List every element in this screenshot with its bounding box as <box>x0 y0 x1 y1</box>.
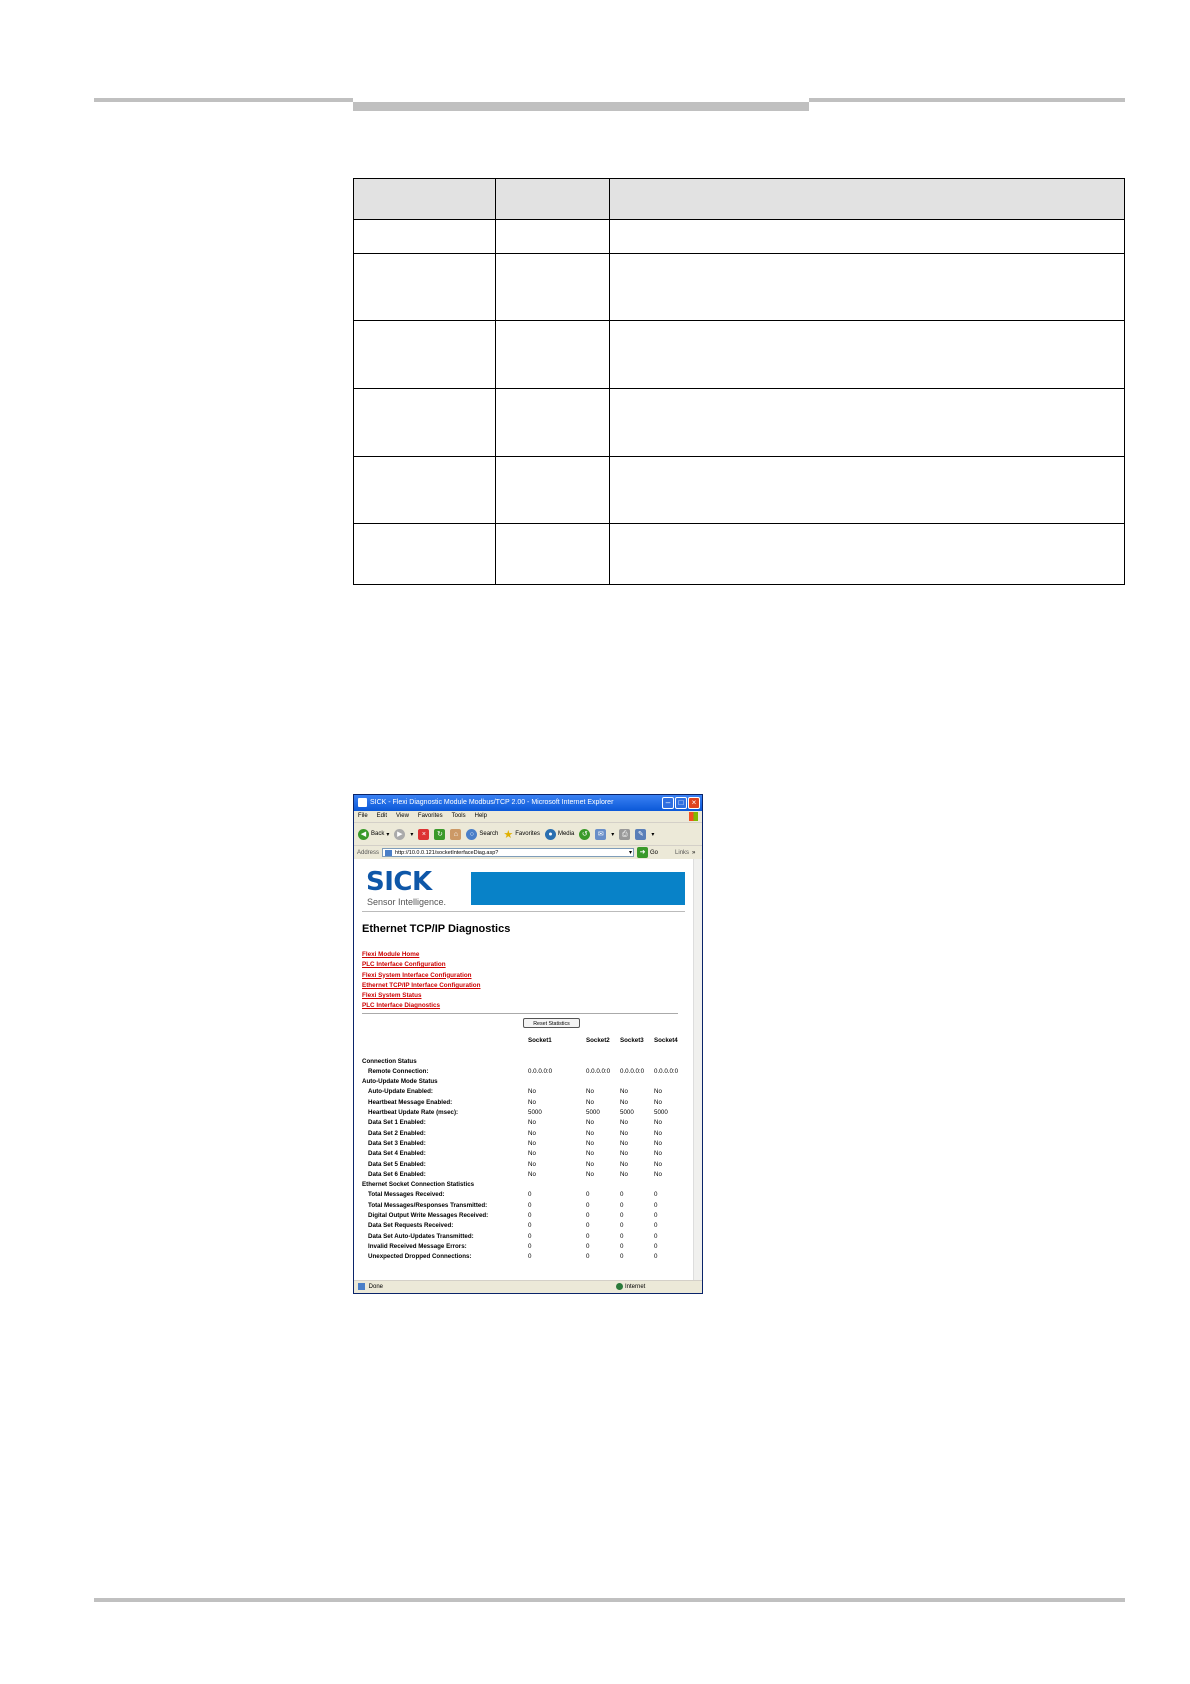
dropdown-icon[interactable]: ▾ <box>410 831 414 838</box>
media-label: Media <box>557 831 575 837</box>
table-cell: No <box>586 1170 594 1178</box>
table-cell: No <box>620 1088 628 1096</box>
table-cell: No <box>528 1119 536 1127</box>
table-cell: No <box>586 1119 594 1127</box>
table-cell: No <box>620 1160 628 1168</box>
back-arrow-icon: ◀ <box>358 829 369 840</box>
divider <box>362 1013 678 1014</box>
row-label: Data Set 1 Enabled: <box>368 1119 426 1127</box>
table-header-row <box>354 179 1125 220</box>
browser-icon <box>358 798 367 807</box>
document-table <box>353 178 1125 585</box>
table-cell <box>586 1057 620 1067</box>
table-cell: No <box>528 1170 536 1178</box>
table-row <box>354 321 1125 389</box>
link-flexi-system-status[interactable]: Flexi System Status <box>362 992 422 1000</box>
table-cell <box>610 457 1125 524</box>
table-row <box>362 1139 688 1149</box>
zone-indicator <box>616 1281 645 1293</box>
table-cell: 5000 <box>654 1109 668 1117</box>
table-cell <box>496 220 610 254</box>
minimize-icon[interactable]: – <box>662 797 674 809</box>
search-button[interactable] <box>466 829 498 840</box>
search-label: Search <box>479 831 499 837</box>
dropdown-icon[interactable]: ▾ <box>651 831 655 838</box>
table-cell: 0 <box>654 1222 658 1230</box>
refresh-icon[interactable]: ↻ <box>434 829 445 840</box>
table-cell: No <box>654 1139 662 1147</box>
table-cell <box>610 524 1125 585</box>
stop-icon[interactable]: × <box>418 829 429 840</box>
table-cell <box>654 1180 688 1190</box>
table-row <box>362 1201 688 1211</box>
page-content <box>354 859 694 1281</box>
row-label: Data Set 2 Enabled: <box>368 1129 426 1137</box>
table-cell <box>654 1077 688 1087</box>
table-cell <box>496 179 610 220</box>
table-cell: No <box>620 1170 628 1178</box>
table-row <box>354 254 1125 321</box>
header-rule-center <box>353 102 809 111</box>
table-row <box>362 1108 688 1118</box>
table-cell: 0 <box>586 1212 590 1220</box>
row-label: Data Set 4 Enabled: <box>368 1150 426 1158</box>
row-label: Data Set 6 Enabled: <box>368 1170 426 1178</box>
table-cell <box>610 220 1125 254</box>
table-cell: No <box>586 1129 594 1137</box>
table-cell: 0 <box>528 1191 532 1199</box>
table-cell: No <box>620 1119 628 1127</box>
column-header: Socket4 <box>654 1037 678 1044</box>
table-cell: No <box>620 1129 628 1137</box>
table-cell <box>354 254 496 321</box>
table-row <box>362 1067 688 1077</box>
column-header: Socket1 <box>528 1037 552 1044</box>
toolbar <box>354 823 702 846</box>
media-button[interactable] <box>545 829 574 840</box>
table-row <box>362 1160 688 1170</box>
search-icon: ○ <box>466 829 477 840</box>
table-cell: No <box>620 1098 628 1106</box>
link-plc-interface-diagnostics[interactable]: PLC Interface Diagnostics <box>362 1002 441 1010</box>
table-row <box>362 1211 688 1221</box>
window-titlebar[interactable] <box>354 795 702 811</box>
table-cell <box>354 179 496 220</box>
maximize-icon[interactable]: □ <box>675 797 687 809</box>
row-label: Total Messages Received: <box>368 1191 445 1199</box>
menu-file[interactable]: File <box>358 813 368 819</box>
table-row <box>362 1129 688 1139</box>
address-label: Address <box>357 849 380 856</box>
table-row <box>362 1190 688 1200</box>
table-cell: No <box>586 1150 594 1158</box>
table-cell: No <box>586 1088 594 1096</box>
table-row <box>362 1077 688 1087</box>
table-cell: 0 <box>620 1232 624 1240</box>
page-status-icon <box>358 1283 365 1290</box>
header-divider <box>362 911 685 912</box>
table-row <box>362 1118 688 1128</box>
row-label: Data Set Requests Received: <box>368 1222 454 1230</box>
table-row <box>362 1221 688 1231</box>
address-value: http://10.0.0.121/socketInterfaceDiag.asp? <box>395 850 499 856</box>
home-icon[interactable]: ⌂ <box>450 829 461 840</box>
table-cell: No <box>528 1129 536 1137</box>
mail-icon[interactable]: ✉ <box>595 829 606 840</box>
table-cell: 5000 <box>620 1109 634 1117</box>
table-cell: 0 <box>528 1222 532 1230</box>
row-label: Total Messages/Responses Transmitted: <box>368 1201 488 1209</box>
table-cell <box>362 1036 528 1046</box>
diagnostics-table <box>362 1036 688 1263</box>
links-button[interactable]: Links <box>675 849 690 856</box>
table-cell: 0 <box>586 1222 590 1230</box>
reset-statistics-button[interactable]: Reset Statistics <box>523 1018 580 1028</box>
table-cell <box>354 389 496 457</box>
row-label: Auto-Update Enabled: <box>368 1088 433 1096</box>
table-cell <box>654 1057 688 1067</box>
table-cell <box>528 1180 586 1190</box>
row-label: Remote Connection: <box>368 1067 429 1075</box>
table-cell: 0 <box>528 1232 532 1240</box>
edit-icon[interactable]: ✎ <box>635 829 646 840</box>
table-cell <box>620 1180 654 1190</box>
table-row <box>362 1242 688 1252</box>
table-cell <box>528 1077 586 1087</box>
link-flexi-module-home[interactable]: Flexi Module Home <box>362 951 420 958</box>
menu-view[interactable]: View <box>396 813 409 819</box>
row-label: Data Set 5 Enabled: <box>368 1160 426 1168</box>
table-cell: No <box>586 1098 594 1106</box>
table-row <box>362 1170 688 1180</box>
table-cell: No <box>528 1098 536 1106</box>
table-cell <box>496 389 610 457</box>
dropdown-icon[interactable]: ▾ <box>611 831 615 838</box>
scrollbar[interactable] <box>693 859 702 1281</box>
table-cell: 0 <box>586 1253 590 1261</box>
link-plc-interface-configuration[interactable]: PLC Interface Configuration <box>362 961 446 969</box>
table-cell: No <box>620 1150 628 1158</box>
table-cell <box>496 524 610 585</box>
address-bar <box>354 846 702 860</box>
table-cell: 0 <box>654 1232 658 1240</box>
close-icon[interactable]: × <box>688 797 700 809</box>
table-row <box>362 1232 688 1242</box>
nav-links <box>362 950 481 1012</box>
table-cell <box>620 1057 654 1067</box>
table-cell: 0 <box>654 1201 658 1209</box>
windows-logo-icon <box>689 812 698 821</box>
table-cell <box>586 1180 620 1190</box>
table-cell: 0 <box>586 1242 590 1250</box>
table-row <box>354 524 1125 585</box>
menu-tools[interactable]: Tools <box>451 813 466 819</box>
back-button[interactable]: ◀ Back ▾ <box>358 829 389 840</box>
table-cell: No <box>586 1139 594 1147</box>
table-cell <box>620 1077 654 1087</box>
page-title: Ethernet TCP/IP Diagnostics <box>362 923 511 935</box>
go-label: Go <box>650 849 659 856</box>
address-input[interactable] <box>382 848 634 857</box>
table-cell <box>354 524 496 585</box>
table-cell: No <box>654 1098 662 1106</box>
browser-window <box>353 794 703 1294</box>
footer-rule <box>94 1598 1125 1602</box>
table-cell: 0 <box>654 1212 658 1220</box>
table-header-row <box>362 1036 688 1046</box>
table-cell: No <box>654 1160 662 1168</box>
menu-bar <box>354 811 702 823</box>
table-cell: 0 <box>654 1253 658 1261</box>
row-label: Invalid Received Message Errors: <box>368 1242 467 1250</box>
header-rule-right <box>809 98 1125 102</box>
page-icon <box>385 850 392 856</box>
media-icon: ● <box>545 829 556 840</box>
table-cell: No <box>586 1160 594 1168</box>
row-label: Unexpected Dropped Connections: <box>368 1253 472 1261</box>
zone-text: Internet <box>625 1284 646 1290</box>
table-row <box>362 1057 688 1067</box>
table-cell: 0 <box>586 1191 590 1199</box>
table-cell <box>586 1077 620 1087</box>
row-label: Auto-Update Mode Status <box>362 1078 438 1086</box>
table-cell: No <box>528 1160 536 1168</box>
row-label: Data Set 3 Enabled: <box>368 1139 426 1147</box>
table-cell: 0 <box>528 1242 532 1250</box>
table-cell: 0.0.0.0:0 <box>586 1067 611 1075</box>
table-row <box>362 1046 688 1056</box>
logo-tagline: Sensor Intelligence. <box>367 897 447 907</box>
table-cell <box>354 321 496 389</box>
table-cell: No <box>654 1170 662 1178</box>
table-cell: 0 <box>654 1242 658 1250</box>
link-ethernet-interface-configuration[interactable]: Ethernet TCP/IP Interface Configuration <box>362 981 481 989</box>
table-cell <box>496 457 610 524</box>
table-cell: 0.0.0.0:0 <box>620 1067 645 1075</box>
table-cell <box>496 321 610 389</box>
status-bar <box>354 1280 702 1293</box>
table-cell: No <box>654 1150 662 1158</box>
table-cell <box>610 321 1125 389</box>
row-label: Connection Status <box>362 1057 417 1065</box>
table-cell: 0 <box>620 1253 624 1261</box>
table-cell <box>610 389 1125 457</box>
table-cell: 0 <box>528 1253 532 1261</box>
favorites-label: Favorites <box>515 831 540 837</box>
table-cell: No <box>654 1088 662 1096</box>
table-row <box>362 1180 688 1190</box>
header-rule-left <box>94 98 353 102</box>
row-label: Digital Output Write Messages Received: <box>368 1212 489 1220</box>
sick-logo: SICK <box>366 867 432 897</box>
chevron-right-icon[interactable]: » <box>692 849 696 856</box>
row-label: Data Set Auto-Updates Transmitted: <box>368 1232 474 1240</box>
table-cell <box>610 254 1125 321</box>
menu-favorites[interactable]: Favorites <box>417 813 443 819</box>
forward-arrow-icon[interactable]: ▶ <box>394 829 405 840</box>
table-cell: 0 <box>620 1212 624 1220</box>
column-header: Socket2 <box>586 1037 610 1044</box>
table-cell: No <box>528 1139 536 1147</box>
back-label: Back <box>371 831 385 837</box>
status-text: Done <box>368 1284 384 1290</box>
globe-icon <box>616 1283 623 1290</box>
table-cell: 0 <box>528 1212 532 1220</box>
table-cell: 0 <box>586 1232 590 1240</box>
table-row <box>362 1087 688 1097</box>
table-cell <box>610 179 1125 220</box>
menu-help[interactable]: Help <box>474 813 487 819</box>
table-row <box>354 389 1125 457</box>
table-cell: 0 <box>586 1201 590 1209</box>
table-cell <box>354 220 496 254</box>
table-cell: 0 <box>528 1201 532 1209</box>
table-cell: 0 <box>620 1222 624 1230</box>
link-flexi-system-interface-configuration[interactable]: Flexi System Interface Configuration <box>362 971 472 979</box>
table-cell: No <box>620 1139 628 1147</box>
table-cell: No <box>654 1129 662 1137</box>
table-cell: 0.0.0.0:0 <box>528 1067 553 1075</box>
table-row <box>354 457 1125 524</box>
table-cell: No <box>528 1150 536 1158</box>
table-cell: 0 <box>620 1191 624 1199</box>
table-row <box>362 1098 688 1108</box>
table-row <box>354 220 1125 254</box>
table-cell <box>354 457 496 524</box>
chevron-down-icon[interactable]: ▾ <box>629 850 633 856</box>
table-cell: 0 <box>620 1201 624 1209</box>
table-row <box>362 1149 688 1159</box>
table-cell: 5000 <box>528 1109 542 1117</box>
row-label: Heartbeat Message Enabled: <box>368 1098 453 1106</box>
table-cell: 5000 <box>586 1109 600 1117</box>
row-label: Heartbeat Update Rate (msec): <box>368 1109 459 1117</box>
go-button[interactable] <box>637 847 658 858</box>
favorites-button[interactable] <box>503 828 540 841</box>
star-icon: ★ <box>503 828 514 841</box>
header-banner <box>471 872 685 905</box>
history-icon[interactable]: ↺ <box>579 829 590 840</box>
print-icon[interactable]: ⎙ <box>619 829 630 840</box>
table-cell <box>496 254 610 321</box>
table-cell: 0 <box>620 1242 624 1250</box>
table-cell <box>528 1057 586 1067</box>
column-header: Socket3 <box>620 1037 644 1044</box>
table-row <box>362 1252 688 1262</box>
go-arrow-icon: ➜ <box>637 847 648 858</box>
table-cell: 0.0.0.0:0 <box>654 1067 679 1075</box>
table-cell: No <box>654 1119 662 1127</box>
table-cell <box>362 1046 528 1056</box>
menu-edit[interactable]: Edit <box>376 813 388 819</box>
window-title: SICK - Flexi Diagnostic Module Modbus/TCP 2.00 - Microsoft Internet Explorer <box>370 799 614 806</box>
table-cell: 0 <box>654 1191 658 1199</box>
table-cell: No <box>528 1088 536 1096</box>
row-label: Ethernet Socket Connection Statistics <box>362 1181 475 1189</box>
